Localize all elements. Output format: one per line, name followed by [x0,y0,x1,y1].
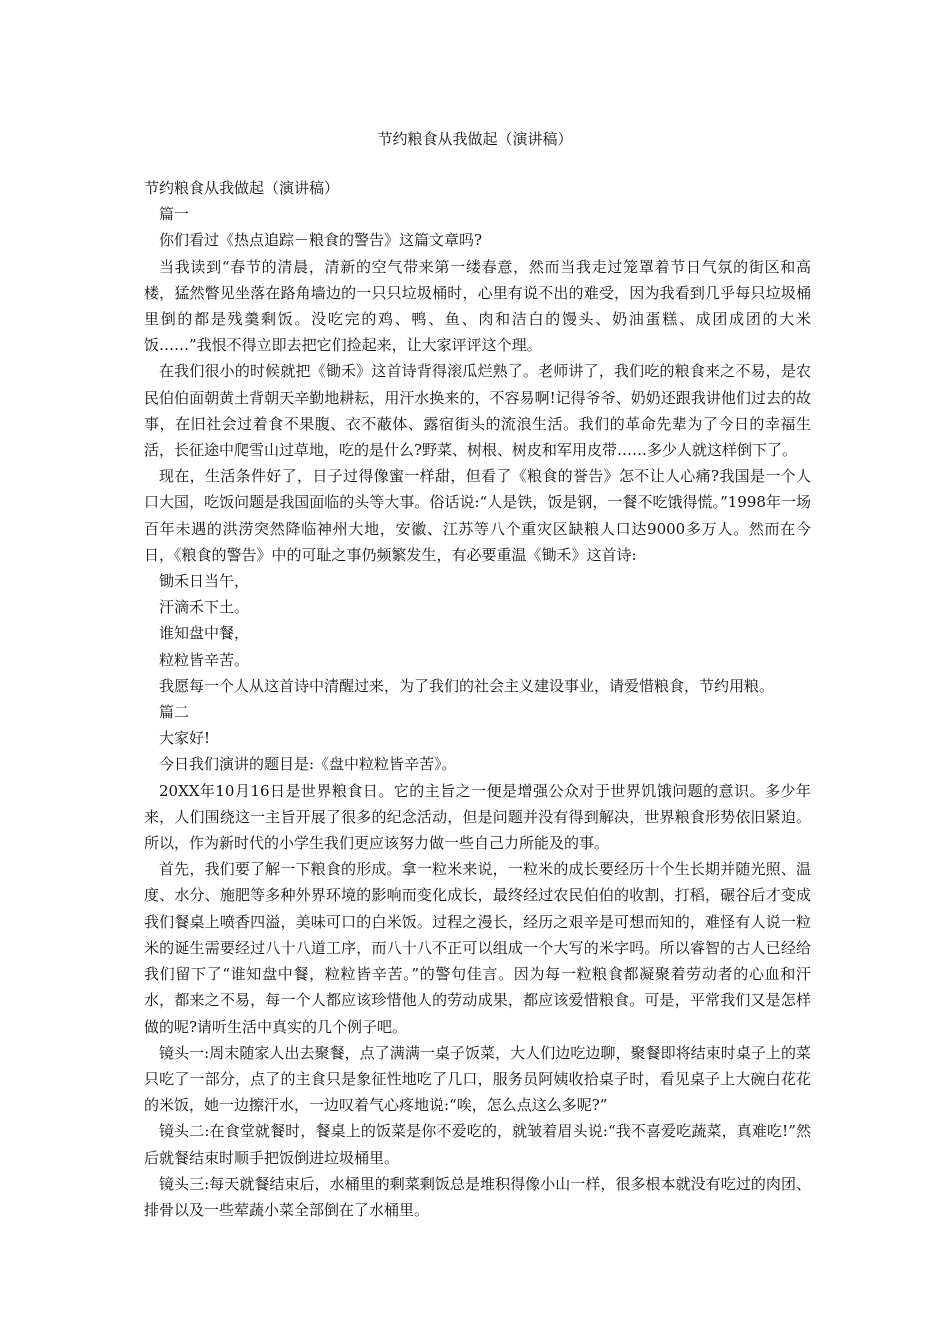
poem-line: 汗滴禾下土。 [159,598,250,617]
paragraph: 镜头三:每天就餐结束后，水桶里的剩菜剩饭总是堆积得像小山一样，很多根本就没有吃过的肉团、排骨以及一些荤蔬小菜全部倒在了水桶里。 [144,1174,811,1219]
section-label-2: 篇二 [159,703,190,722]
paragraph: 我愿每一个人从这首诗中清醒过来，为了我们的社会主义建设事业，请爱惜粮食，节约用粮。 [159,676,775,695]
document-body [144,175,811,1223]
paragraph: 今日我们演讲的题目是:《盘中粒粒皆辛苦》。 [159,755,457,774]
poem-line: 谁知盘中餐， [159,624,250,643]
poem-line: 粒粒皆辛苦。 [159,650,250,669]
paragraph: 大家好! [159,729,211,748]
body-heading: 节约粮食从我做起（演讲稿） [144,179,340,197]
paragraph: 20XX年10月16日是世界粮食日。它的主旨之一便是增强公众对于世界饥饿问题的意识。多少年来，人们围绕这一主旨开展了很多的纪念活动，但是问题并没有得到解决，世界粮食形势依旧紧迫。所以，作为新时代的小学生我们更应该努力做一些自己力所能及的事。 [144,781,811,853]
paragraph: 现在，生活条件好了，日子过得像蜜一样甜，但看了《粮食的誉告》怎不让人心痛?我国是一个人口大国，吃饭问题是我国面临的头等大事。俗话说:“人是铁，饭是钢，一餐不吃饿得慌。”1998年一场百年未遇的洪涝突然降临神州大地，安徽、江苏等八个重灾区缺粮人口达9000多万人。然而在今日，《粮食的警告》中的可耻之事仍频繁发生，有必要重温《锄禾》这首诗: [144,467,811,564]
paragraph: 在我们很小的时候就把《锄禾》这首诗背得滚瓜烂熟了。老师讲了，我们吃的粮食来之不易，是农民伯伯面朝黄土背朝天辛勤地耕耘，用汗水换来的，不容易啊!记得爷爷、奶奶还跟我讲他们过去的故事，在旧社会过着食不果腹、衣不蔽体、露宿街头的流浪生活。我们的革命先辈为了今日的幸福生活，长征途中爬雪山过草地，吃的是什么?野菜、树根、树皮和军用皮带……多少人就这样倒下了。 [144,362,811,460]
paragraph: 镜头二:在食堂就餐时，餐桌上的饭菜是你不爱吃的，就皱着眉头说:“我不喜爱吃蔬菜，真难吃!”然后就餐结束时顺手把饭倒进垃圾桶里。 [144,1122,811,1167]
poem-line: 锄禾日当午， [159,572,250,591]
paragraph: 当我读到“春节的清晨，清新的空气带来第一缕春意，然而当我走过笼罩着节日气氛的街区和高楼，猛然瞥见坐落在路角墙边的一只只垃圾桶时，心里有说不出的难受，因为我看到几乎每只垃圾桶里倒的都是残羹剩饭。没吃完的鸡、鸭、鱼、肉和洁白的馒头、奶油蛋糕、成团成团的大米饭……”我恨不得立即去把它们捡起来，让大家评评这个理。 [144,257,811,355]
document-title: 节约粮食从我做起（演讲稿） [377,130,573,148]
paragraph: 首先，我们要了解一下粮食的形成。拿一粒米来说，一粒米的成长要经历十个生长期并随光照、温度、水分、施肥等多种外界环境的影响而变化成长，最终经过农民伯伯的收割，打稻，碾谷后才变成我们餐桌上喷香四溢，美味可口的白米饭。过程之漫长，经历之艰辛是可想而知的，难怪有人说一粒米的诞生需要经过八十八道工序，而八十八不正可以组成一个大写的米字吗。所以睿智的古人已经给我们留下了“谁知盘中餐，粒粒皆辛苦。”的警句佳言。因为每一粒粮食都凝聚着劳动者的心血和汗水，都来之不易，每一个人都应该珍惜他人的劳动成果，都应该爱惜粮食。可是，平常我们又是怎样做的呢?请听生活中真实的几个例子吧。 [144,860,811,1036]
section-label-1: 篇一 [159,205,190,224]
paragraph: 镜头一:周末随家人出去聚餐，点了满满一桌子饭菜，大人们边吃边聊，聚餐即将结束时桌子上的菜只吃了一部分，点了的主食只是象征性地吃了几口，服务员阿姨收拾桌子时，看见桌子上大碗白花花的米饭，她一边擦汗水，一边叹着气心疼地说:“唉，怎么点这么多呢?” [144,1043,811,1115]
paragraph: 你们看过《热点追踪－粮食的警告》这篇文章吗? [159,231,483,250]
